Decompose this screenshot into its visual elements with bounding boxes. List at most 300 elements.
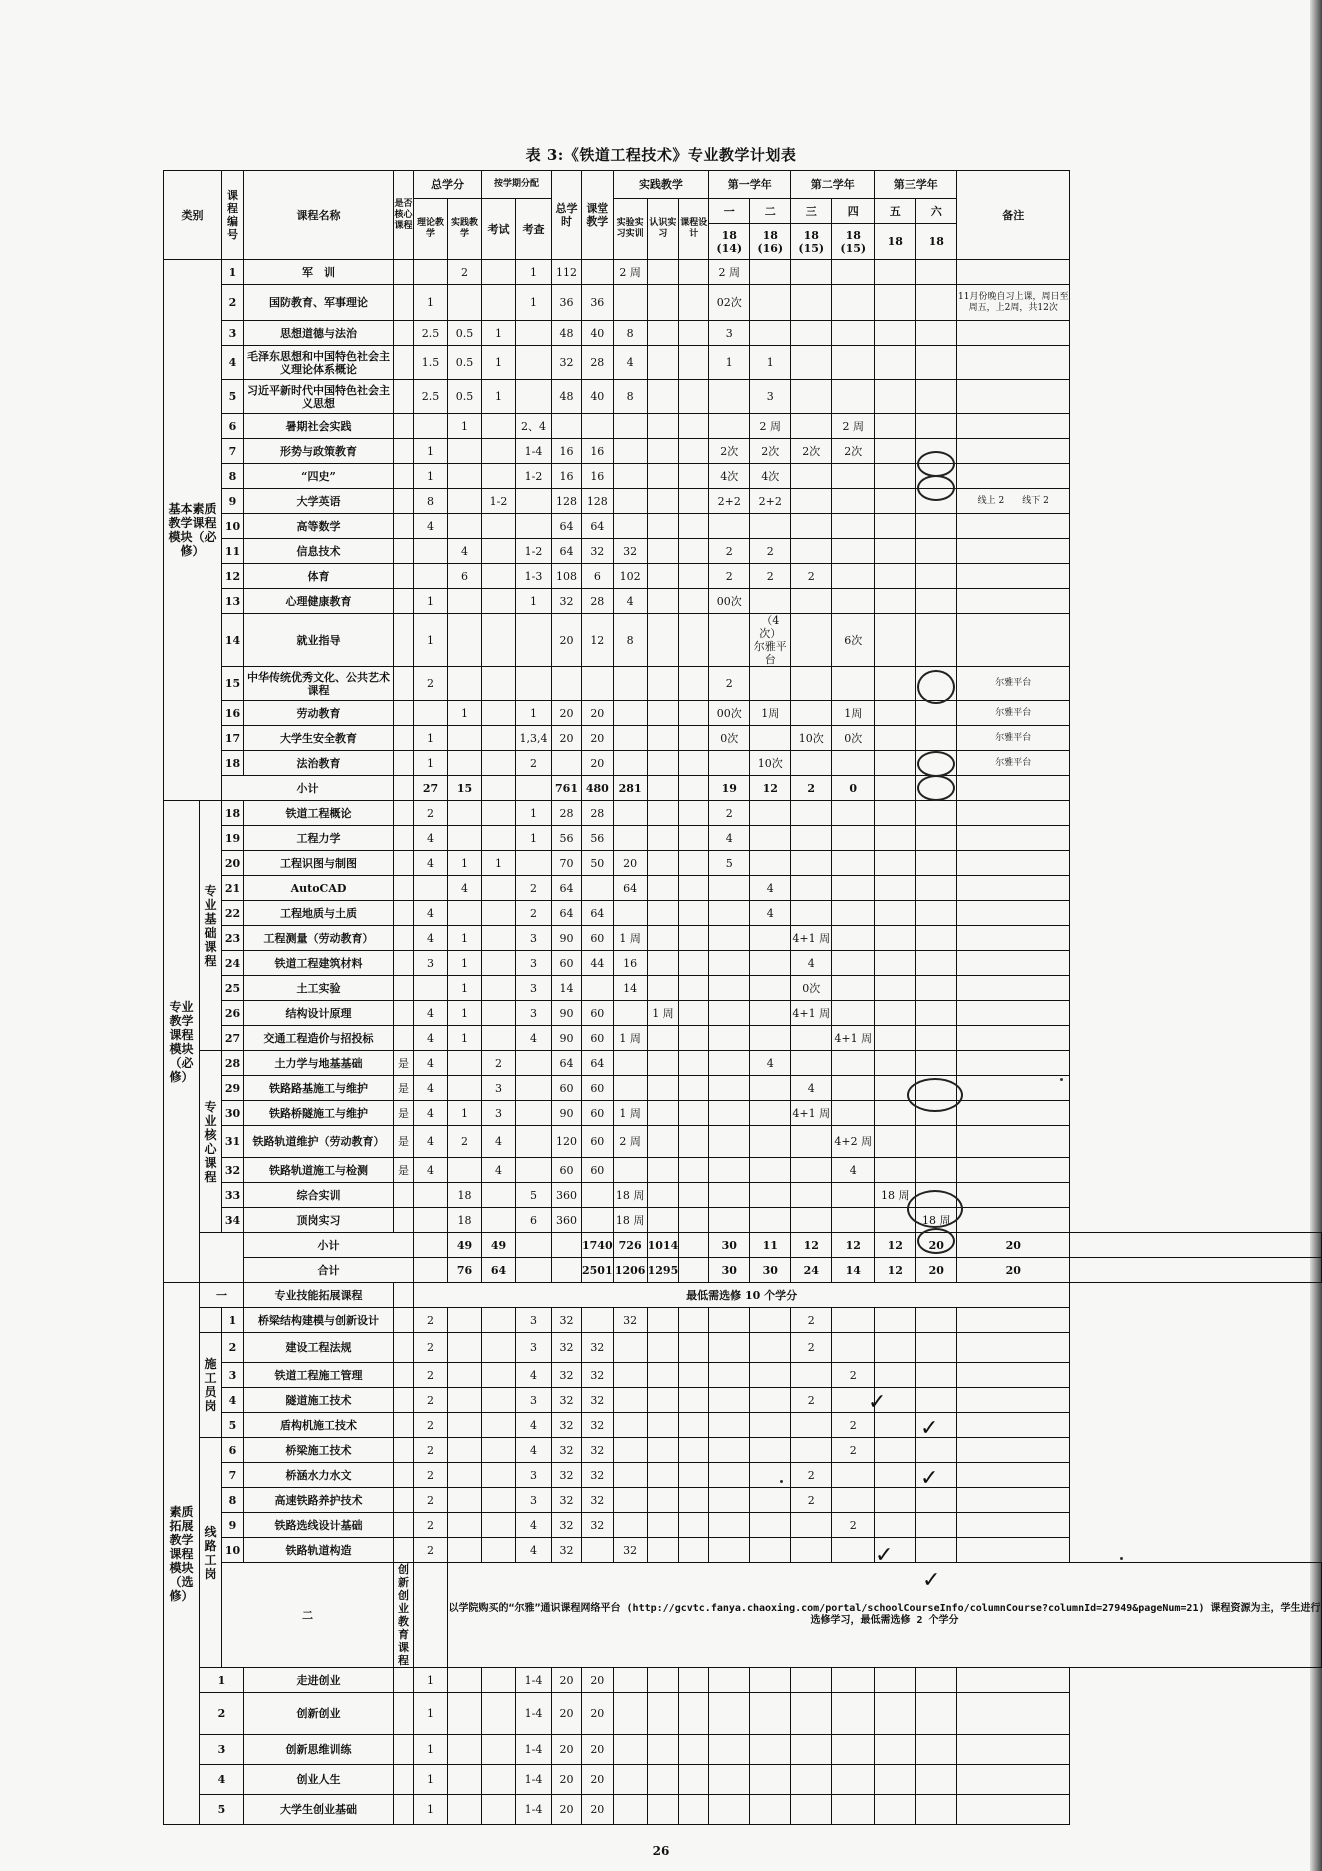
- term6: [916, 489, 957, 514]
- term4: 4+2 周: [832, 1126, 875, 1158]
- total-hours: 48: [552, 321, 582, 346]
- term5: [875, 380, 916, 414]
- header-year2: 第二学年: [791, 171, 875, 199]
- exam-term: [482, 564, 516, 589]
- class-hours: 32: [582, 1413, 614, 1438]
- term4: [832, 260, 875, 285]
- check-term: 4: [516, 1538, 552, 1563]
- course-name: 就业指导: [244, 614, 394, 667]
- term6: [916, 321, 957, 346]
- term3: 4: [791, 1076, 832, 1101]
- core-flag: [394, 514, 414, 539]
- term5: [875, 951, 916, 976]
- total-hours: 20: [552, 1735, 582, 1765]
- term4: 2 周: [832, 414, 875, 439]
- course-name: 体育: [244, 564, 394, 589]
- table-row: [164, 1183, 1322, 1208]
- table-row: [164, 701, 1322, 726]
- check-term: 1: [516, 826, 552, 851]
- lab-hours: [613, 464, 647, 489]
- category-quality-module: 素质拓展教学课程模块（选修）: [164, 1283, 200, 1825]
- term5: [875, 564, 916, 589]
- core-flag: [394, 851, 414, 876]
- core-flag: [394, 901, 414, 926]
- term1: [709, 614, 750, 667]
- term2: （4 次） 尔雅平台: [750, 614, 791, 667]
- check-term: 2: [516, 751, 552, 776]
- class-hours: 60: [582, 1076, 614, 1101]
- table-row: [164, 1101, 1322, 1126]
- course-design: [679, 667, 709, 701]
- term3: [791, 1183, 832, 1208]
- term6: [916, 951, 957, 976]
- check-term: [516, 1101, 552, 1126]
- practice-credit: 2: [448, 1126, 482, 1158]
- term3: 4+1 周: [791, 1101, 832, 1126]
- term5: [875, 976, 916, 1001]
- term1: [709, 1513, 750, 1538]
- table-row: [164, 1693, 1322, 1735]
- course-code: 23: [222, 926, 244, 951]
- course-design: [679, 564, 709, 589]
- term5: [875, 1333, 916, 1363]
- course-design: [679, 1488, 709, 1513]
- course-name: 创业人生: [244, 1765, 394, 1795]
- term1: 00次: [709, 701, 750, 726]
- exam-term: [482, 1488, 516, 1513]
- core-flag: [414, 1563, 448, 1668]
- lab-hours: [613, 751, 647, 776]
- term5: [875, 926, 916, 951]
- total-hours: 90: [552, 1026, 582, 1051]
- remark: [957, 260, 1070, 285]
- table-row: [164, 1126, 1322, 1158]
- term1: [709, 1208, 750, 1233]
- term3: 2次: [791, 439, 832, 464]
- header-total-hours: 总学时: [552, 171, 582, 260]
- core-flag: [394, 1208, 414, 1233]
- remark: [957, 851, 1070, 876]
- class-hours: 20: [582, 1765, 614, 1795]
- core-flag: [394, 285, 414, 321]
- term1: 02次: [709, 285, 750, 321]
- check-term: 1-4: [516, 1735, 552, 1765]
- exam-term: [482, 876, 516, 901]
- term4: 1周: [832, 701, 875, 726]
- term3: [791, 260, 832, 285]
- exam-term: 1: [482, 346, 516, 380]
- table-row: [164, 901, 1322, 926]
- total-hours: 60: [552, 1158, 582, 1183]
- term1: [709, 1388, 750, 1413]
- remark: [957, 1363, 1070, 1388]
- course-design: [679, 1101, 709, 1126]
- course-code: 14: [222, 614, 244, 667]
- course-name: 铁道工程概论: [244, 801, 394, 826]
- course-code: 32: [222, 1158, 244, 1183]
- header-term-4: 四: [832, 199, 875, 224]
- core-flag: [394, 1001, 414, 1026]
- total-hours: 32: [552, 1388, 582, 1413]
- course-design: [679, 464, 709, 489]
- term2: [750, 1208, 791, 1233]
- class-hours: 60: [582, 1126, 614, 1158]
- term3: [791, 1765, 832, 1795]
- course-name: 工程识图与制图: [244, 851, 394, 876]
- table-row: [164, 380, 1322, 414]
- term6: [916, 260, 957, 285]
- exam-term: [482, 976, 516, 1001]
- check-term: [516, 1051, 552, 1076]
- core-flag: [394, 667, 414, 701]
- category-basic-module: 基本素质教学课程模块（必修）: [164, 260, 222, 801]
- term3: [791, 414, 832, 439]
- class-hours: 128: [582, 489, 614, 514]
- theory-credit: 49: [448, 1233, 482, 1258]
- course-name: 形势与政策教育: [244, 439, 394, 464]
- course-design: [679, 1463, 709, 1488]
- cognitive-practice: [647, 1126, 679, 1158]
- term4: 0: [832, 776, 875, 801]
- cognitive-practice: 1 周: [647, 1001, 679, 1026]
- term5: [875, 901, 916, 926]
- header-term-6: 六: [916, 199, 957, 224]
- cognitive-practice: [647, 726, 679, 751]
- remark: [957, 1765, 1070, 1795]
- exam-term: [482, 439, 516, 464]
- term3: 2: [791, 564, 832, 589]
- exam-term: [482, 726, 516, 751]
- group-title: 专业技能拓展课程: [244, 1283, 394, 1308]
- post-construction: 施工员岗: [200, 1333, 222, 1438]
- remark: [957, 1208, 1070, 1233]
- header-practice-teaching: 实践教学: [613, 171, 709, 199]
- course-code: 5: [200, 1795, 244, 1825]
- term2: [750, 1363, 791, 1388]
- remark: [1070, 1258, 1322, 1283]
- term6: [916, 1026, 957, 1051]
- course-design: [679, 514, 709, 539]
- term4: [832, 926, 875, 951]
- class-hours: 32: [582, 539, 614, 564]
- cognitive-practice: [647, 776, 679, 801]
- term1: 00次: [709, 589, 750, 614]
- term6: [916, 1765, 957, 1795]
- course-design: [679, 614, 709, 667]
- practice-credit: 2: [448, 260, 482, 285]
- exam-term: [482, 1463, 516, 1488]
- exam-term: [482, 1413, 516, 1438]
- term3: [791, 614, 832, 667]
- class-hours: [582, 1183, 614, 1208]
- lab-hours: [613, 1488, 647, 1513]
- term2: 10次: [750, 751, 791, 776]
- remark: [957, 1001, 1070, 1026]
- total-hours: 14: [552, 976, 582, 1001]
- term3: [791, 901, 832, 926]
- total-hours: 90: [552, 926, 582, 951]
- practice-credit: [448, 1158, 482, 1183]
- theory-credit: 1: [414, 1795, 448, 1825]
- course-code: 9: [222, 1513, 244, 1538]
- term5: [875, 1051, 916, 1076]
- term2: [750, 726, 791, 751]
- theory-credit: 1.5: [414, 346, 448, 380]
- term4: [832, 667, 875, 701]
- term5: [875, 464, 916, 489]
- term5: 18 周: [875, 1183, 916, 1208]
- exam-term: 1-2: [482, 489, 516, 514]
- remark: [957, 539, 1070, 564]
- check-term: 1: [516, 285, 552, 321]
- header-weeks-3: 18 (15): [791, 224, 832, 260]
- check-term: 1-2: [516, 539, 552, 564]
- core-flag: [394, 380, 414, 414]
- term3: 14: [832, 1258, 875, 1283]
- handwritten-check-icon: ✓: [920, 1466, 939, 1491]
- term4: 2: [832, 1438, 875, 1463]
- lab-hours: [613, 1001, 647, 1026]
- course-name: 中华传统优秀文化、公共艺术课程: [244, 667, 394, 701]
- course-code: 29: [222, 1076, 244, 1101]
- term6: 20: [957, 1233, 1070, 1258]
- lab-hours: 1295: [647, 1258, 679, 1283]
- table-row: [164, 1158, 1322, 1183]
- check-term: 3: [516, 1333, 552, 1363]
- remark: [957, 1513, 1070, 1538]
- header-course-name: 课程名称: [244, 171, 394, 260]
- term5: [875, 489, 916, 514]
- term2: [750, 951, 791, 976]
- term1: 4次: [709, 464, 750, 489]
- course-design: [679, 1001, 709, 1026]
- core-flag: [394, 1735, 414, 1765]
- term5: [875, 1158, 916, 1183]
- cognitive-practice: [647, 380, 679, 414]
- term5: [875, 1735, 916, 1765]
- lab-hours: 1 周: [613, 926, 647, 951]
- course-name: 土力学与地基基础: [244, 1051, 394, 1076]
- core-flag: [394, 951, 414, 976]
- term3: 2: [791, 1488, 832, 1513]
- term3: [791, 346, 832, 380]
- practice-credit: 0.5: [448, 346, 482, 380]
- course-name: 创新思维训练: [244, 1735, 394, 1765]
- course-design: [679, 1363, 709, 1388]
- theory-credit: [414, 260, 448, 285]
- term3: 10次: [791, 726, 832, 751]
- course-name: 劳动教育: [244, 701, 394, 726]
- remark: [957, 414, 1070, 439]
- core-flag: [394, 1026, 414, 1051]
- cognitive-practice: [647, 321, 679, 346]
- term4: [832, 851, 875, 876]
- lab-hours: [613, 1668, 647, 1693]
- core-flag: [394, 701, 414, 726]
- lab-hours: 32: [613, 1538, 647, 1563]
- term3: [791, 539, 832, 564]
- term4: [832, 489, 875, 514]
- check-term: 2: [516, 876, 552, 901]
- practice-credit: [448, 1668, 482, 1693]
- course-code: 19: [222, 826, 244, 851]
- lab-hours: [613, 1438, 647, 1463]
- term1: [709, 414, 750, 439]
- course-code: 27: [222, 1026, 244, 1051]
- theory-credit: 1: [414, 1668, 448, 1693]
- practice-credit: [448, 285, 482, 321]
- page-number: 26: [652, 1844, 670, 1858]
- course-name: 铁道工程施工管理: [244, 1363, 394, 1388]
- core-flag: [414, 1233, 448, 1258]
- term1: 2次: [709, 439, 750, 464]
- term6: [916, 701, 957, 726]
- course-design: [679, 1668, 709, 1693]
- check-term: 6: [516, 1208, 552, 1233]
- term2: [750, 1513, 791, 1538]
- practice-credit: [448, 901, 482, 926]
- practice-credit: 64: [482, 1258, 516, 1283]
- course-name: 土工实验: [244, 976, 394, 1001]
- remark: [957, 514, 1070, 539]
- exam-term: [482, 1668, 516, 1693]
- term3: 4+1 周: [791, 926, 832, 951]
- table-row: [164, 414, 1322, 439]
- term1: [709, 1026, 750, 1051]
- course-design: [679, 1308, 709, 1333]
- check-term: [516, 776, 552, 801]
- term1: [709, 1158, 750, 1183]
- course-design: [679, 701, 709, 726]
- course-name: 铁路轨道维护（劳动教育）: [244, 1126, 394, 1158]
- core-flag: [394, 346, 414, 380]
- course-name: 习近平新时代中国特色社会主义思想: [244, 380, 394, 414]
- exam-term: [482, 614, 516, 667]
- course-design: [679, 346, 709, 380]
- exam-term: 2: [482, 1051, 516, 1076]
- cognitive-practice: [647, 1735, 679, 1765]
- term3: [791, 667, 832, 701]
- table-row: [164, 1488, 1322, 1513]
- term1: [709, 1693, 750, 1735]
- theory-credit: 4: [414, 1076, 448, 1101]
- term4: [832, 539, 875, 564]
- practice-credit: [448, 1438, 482, 1463]
- term2: [750, 1076, 791, 1101]
- term5: [875, 1001, 916, 1026]
- term5: [875, 514, 916, 539]
- course-code: 1: [222, 260, 244, 285]
- course-code: 18: [222, 801, 244, 826]
- course-code: 6: [222, 1438, 244, 1463]
- term2: [750, 1126, 791, 1158]
- term3: [791, 1735, 832, 1765]
- check-term: 4: [516, 1438, 552, 1463]
- term6: [916, 1668, 957, 1693]
- total-hours: 112: [552, 260, 582, 285]
- cognitive-practice: [647, 514, 679, 539]
- total-hours: 20: [552, 726, 582, 751]
- check-term: 3: [516, 1001, 552, 1026]
- term5: [875, 589, 916, 614]
- term4: [832, 321, 875, 346]
- remark: [957, 1438, 1070, 1463]
- term4: [832, 1693, 875, 1735]
- class-hours: 32: [582, 1463, 614, 1488]
- total-hours: 761: [552, 776, 582, 801]
- remark: [957, 380, 1070, 414]
- class-hours: 60: [582, 1101, 614, 1126]
- check-term: [516, 321, 552, 346]
- total-hours: 20: [552, 614, 582, 667]
- term4: [832, 514, 875, 539]
- lab-hours: [613, 826, 647, 851]
- term1: [709, 1463, 750, 1488]
- class-hours: 20: [582, 751, 614, 776]
- term4: [832, 801, 875, 826]
- exam-term: [482, 1333, 516, 1363]
- cognitive-practice: [647, 1795, 679, 1825]
- term2: [750, 1333, 791, 1363]
- term3: [791, 1126, 832, 1158]
- course-code: 33: [222, 1183, 244, 1208]
- practice-credit: 4: [448, 876, 482, 901]
- term2: [750, 926, 791, 951]
- table-row: [164, 1513, 1322, 1538]
- check-term: 1: [516, 589, 552, 614]
- course-design: [679, 1183, 709, 1208]
- practice-credit: [448, 726, 482, 751]
- cognitive-practice: [647, 1051, 679, 1076]
- practice-credit: 1: [448, 1026, 482, 1051]
- course-code: 21: [222, 876, 244, 901]
- exam-term: 4: [482, 1126, 516, 1158]
- total-hours: 64: [552, 1051, 582, 1076]
- cognitive-practice: [647, 539, 679, 564]
- total-hours: 20: [552, 1668, 582, 1693]
- cognitive-practice: [647, 1208, 679, 1233]
- term1: [709, 1795, 750, 1825]
- term4: 4: [832, 1158, 875, 1183]
- term2: 12: [750, 776, 791, 801]
- theory-credit: 3: [414, 951, 448, 976]
- course-code: 11: [222, 539, 244, 564]
- speck: [1060, 1078, 1063, 1081]
- term5: [875, 1693, 916, 1735]
- check-term: 1-4: [516, 1765, 552, 1795]
- term1: 2: [709, 667, 750, 701]
- course-code: 4: [222, 346, 244, 380]
- header-cognitive: 认识实习: [647, 199, 679, 260]
- remark: [957, 876, 1070, 901]
- lab-hours: [613, 1076, 647, 1101]
- term6: [916, 564, 957, 589]
- course-name: 顶岗实习: [244, 1208, 394, 1233]
- total-hours: 32: [552, 1363, 582, 1388]
- total-hours: 28: [552, 801, 582, 826]
- category-empty: [200, 1233, 244, 1283]
- total-hours: 56: [552, 826, 582, 851]
- cognitive-practice: [647, 667, 679, 701]
- term5: [875, 260, 916, 285]
- course-name: 工程测量（劳动教育）: [244, 926, 394, 951]
- table-row: [164, 514, 1322, 539]
- course-name: 国防教育、军事理论: [244, 285, 394, 321]
- term1: [709, 1333, 750, 1363]
- term4: 6次: [832, 614, 875, 667]
- course-name: 桥涵水力水文: [244, 1463, 394, 1488]
- course-name: 结构设计原理: [244, 1001, 394, 1026]
